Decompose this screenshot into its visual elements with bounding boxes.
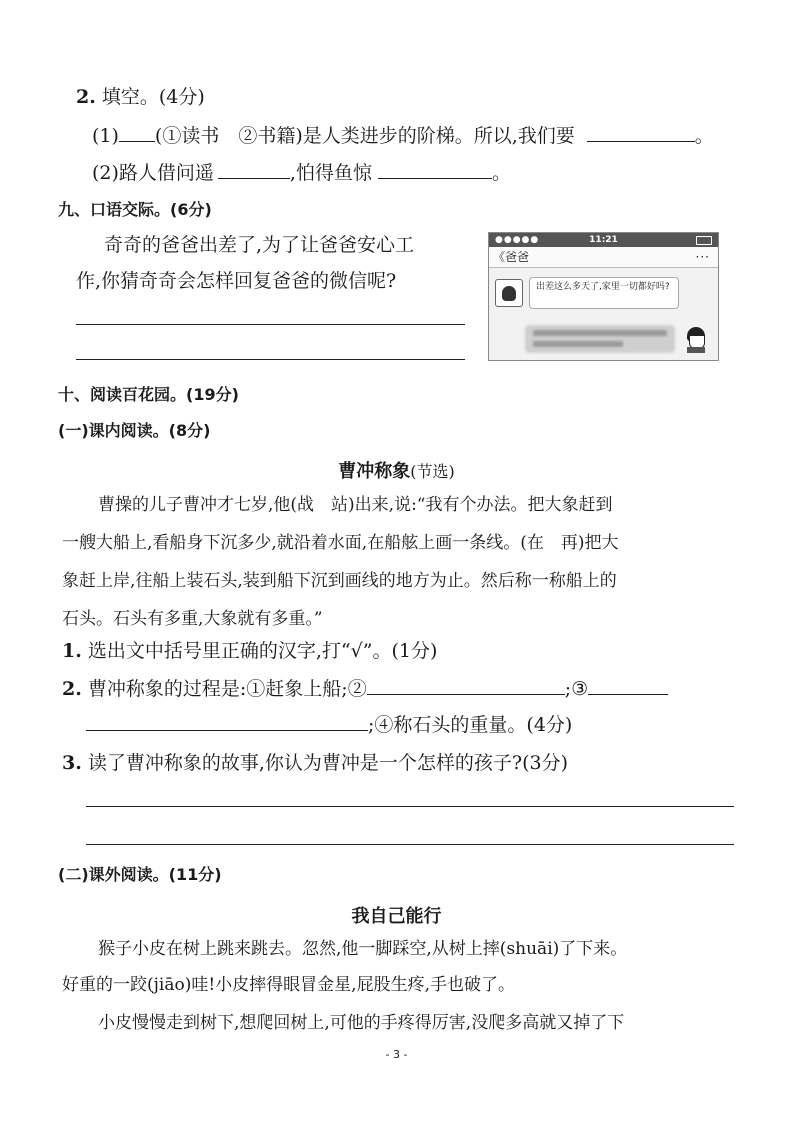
question-8-2-heading — [76, 86, 205, 108]
reply-blur-line — [533, 330, 667, 336]
question-text: 填空。(4分) — [101, 86, 205, 108]
reply-bubble-blurred — [525, 325, 675, 353]
question-number: 3. — [62, 752, 82, 774]
blank-1[interactable] — [119, 125, 155, 142]
passage-2-title: 我自己能行 — [351, 906, 442, 927]
fill-line-2 — [92, 162, 511, 184]
passage-1-title-row — [0, 457, 793, 483]
part-1-heading: (一)课内阅读。(8分) — [58, 421, 211, 440]
more-icon: ··· — [695, 250, 710, 264]
blank-step-3b[interactable] — [86, 714, 368, 731]
passage-2-line-2: 好重的一跤(jiāo)哇!小皮摔得眼冒金星,屁股生疼,手也破了。 — [62, 975, 515, 995]
passage-1-line-4: 石头。石头有多重,大象就有多重。” — [62, 609, 323, 629]
father-avatar — [495, 279, 523, 307]
section-9-prompt-1: 奇奇的爸爸出差了,为了让爸爸安心工 — [104, 234, 415, 256]
answer-line-q3-2[interactable] — [86, 844, 734, 845]
section-10-heading: 十、阅读百花园。(19分) — [58, 385, 239, 404]
passage-1-title-note: (节选) — [410, 462, 455, 481]
chat-header — [489, 247, 718, 268]
passage-1-line-1: 曹操的儿子曹冲才七岁,他(战 站)出来,说:“我有个办法。把大象赶到 — [98, 495, 613, 515]
question-text-end: ;④称石头的重量。(4分) — [368, 714, 573, 736]
question-number: 2. — [62, 678, 82, 700]
reply-blur-line — [533, 341, 623, 347]
question-text: 曹冲称象的过程是:①赶象上船;② — [87, 678, 367, 700]
battery-icon — [696, 236, 712, 245]
wechat-screenshot — [488, 232, 719, 361]
phone-time: 11:21 — [589, 235, 618, 245]
fill-line-2-prefix: (2)路人借问遥 — [92, 162, 214, 184]
fill-line-2-text: ,怕得鱼惊 — [289, 162, 372, 184]
passage-2-line-1: 猴子小皮在树上跳来跳去。忽然,他一脚踩空,从树上摔(shuāi)了下来。 — [98, 939, 628, 959]
question-number: 1. — [62, 640, 82, 662]
fill-line-1-text: (①读书 ②书籍)是人类进步的阶梯。所以,我们要 — [154, 125, 575, 147]
section-9-prompt-2: 作,你猜奇奇会怎样回复爸爸的微信呢? — [76, 270, 397, 292]
question-text: 选出文中括号里正确的汉字,打“√”。(1分) — [87, 640, 438, 662]
part-1-question-3 — [62, 752, 568, 774]
signal-icon: ●●●●● — [495, 235, 540, 245]
passage-1-line-3: 象赶上岸,往船上装石头,装到船下沉到画线的地方为止。然后称一称船上的 — [62, 571, 617, 591]
blank-step-3a[interactable] — [588, 678, 668, 695]
fill-line-1-prefix: (1) — [92, 125, 119, 147]
section-9-heading: 九、口语交际。(6分) — [58, 200, 212, 219]
blank-3[interactable] — [218, 162, 290, 179]
part-1-question-2-cont — [86, 714, 572, 736]
answer-line-9-1[interactable] — [76, 324, 465, 325]
chat-contact-name: 爸爸 — [505, 250, 530, 264]
fill-line-1 — [92, 125, 714, 147]
page-number: - 3 - — [385, 1048, 408, 1061]
part-1-question-1 — [62, 640, 437, 662]
passage-1-title: 曹冲称象 — [338, 461, 411, 482]
chat-back-group — [493, 247, 529, 267]
fill-line-2-end: 。 — [491, 162, 511, 184]
question-text-mid: ;③ — [564, 678, 589, 700]
blank-2[interactable] — [587, 125, 695, 142]
answer-line-q3-1[interactable] — [86, 806, 734, 807]
blank-4[interactable] — [378, 162, 492, 179]
part-2-heading: (二)课外阅读。(11分) — [58, 865, 222, 884]
part-1-question-2 — [62, 678, 668, 700]
passage-1-line-2: 一艘大船上,看船身下沉多少,就沿着水面,在船舷上画一条线。(在 再)把大 — [62, 533, 619, 553]
phone-status-bar — [489, 233, 718, 247]
father-message-bubble: 出差这么多天了,家里一切都好吗? — [529, 277, 679, 309]
qiqi-avatar-body — [687, 347, 705, 353]
answer-line-9-2[interactable] — [76, 359, 465, 360]
qiqi-avatar — [683, 327, 709, 353]
question-text: 读了曹冲称象的故事,你认为曹冲是一个怎样的孩子?(3分) — [87, 752, 569, 774]
blank-step-2[interactable] — [367, 678, 565, 695]
fill-line-1-end: 。 — [694, 125, 714, 147]
passage-2-line-3: 小皮慢慢走到树下,想爬回树上,可他的手疼得厉害,没爬多高就又掉了下 — [98, 1013, 625, 1033]
back-icon: 《 — [493, 250, 506, 264]
father-avatar-face — [502, 286, 516, 301]
question-number: 2. — [76, 86, 96, 108]
